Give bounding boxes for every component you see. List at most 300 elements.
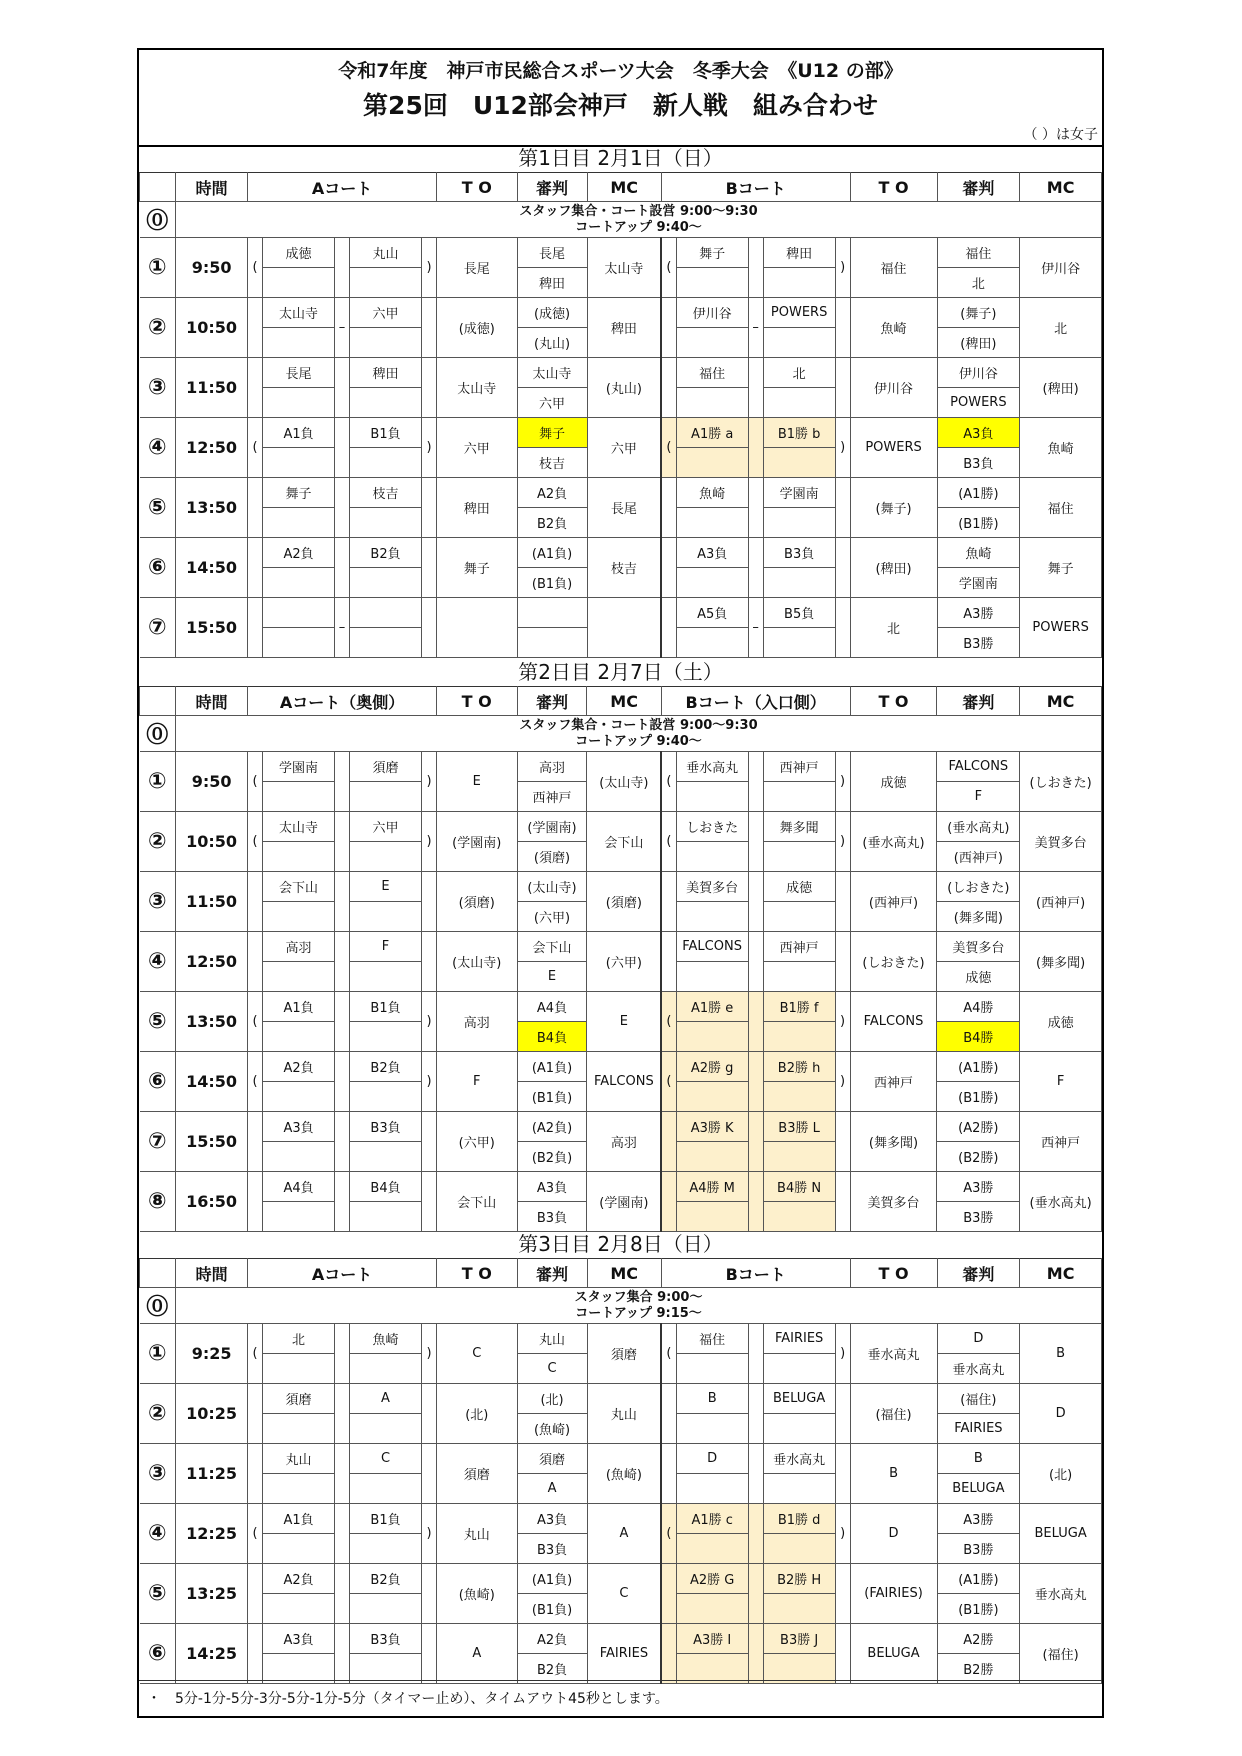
team-a-home-slot — [263, 1534, 335, 1564]
mc-a: FAIRIES — [587, 1624, 661, 1684]
mc-b: D — [1020, 1384, 1102, 1444]
team-a-home-slot — [263, 1354, 335, 1384]
referee-a-2: B4負 — [517, 1022, 587, 1052]
referee-b-1: (福住) — [937, 1384, 1020, 1414]
referee-b-1: 美賀多台 — [937, 932, 1020, 962]
team-b-home-slot — [676, 448, 748, 478]
referee-b-2: (B1勝) — [937, 1594, 1020, 1624]
vs-separator — [335, 1172, 350, 1232]
referee-a-2: 枝吉 — [517, 448, 587, 478]
table-official-b: (垂水高丸) — [850, 812, 937, 872]
team-a-away: E — [349, 872, 421, 902]
referee-b-2: F — [937, 782, 1020, 812]
team-a-home-slot — [263, 1202, 335, 1232]
mc-b: (稗田) — [1020, 358, 1102, 418]
match-time: 13:50 — [176, 992, 248, 1052]
header-mc-a: MC — [587, 173, 661, 202]
referee-a-1: A4負 — [517, 992, 587, 1022]
team-a-home-slot — [263, 568, 335, 598]
team-a-away-slot — [349, 1414, 421, 1444]
mc-b: (福住) — [1020, 1624, 1102, 1684]
table-official-a: 須磨 — [436, 1444, 517, 1504]
header-num — [140, 173, 176, 202]
referee-a-1: A3負 — [517, 1172, 587, 1202]
team-b-away-slot — [763, 782, 835, 812]
team-a-home-slot — [263, 1142, 335, 1172]
team-a-home: 成徳 — [263, 238, 335, 268]
team-b-home-slot — [676, 1654, 748, 1684]
match-time: 9:50 — [176, 238, 248, 298]
paren-close: ) — [422, 752, 437, 812]
vs-separator — [748, 752, 763, 812]
paren-open — [248, 932, 263, 992]
table-official-a: (六甲) — [436, 1112, 517, 1172]
paren-open: ( — [661, 1504, 676, 1564]
staff-schedule — [176, 202, 1102, 238]
table-official-a: 会下山 — [436, 1172, 517, 1232]
referee-b-2: BELUGA — [937, 1474, 1020, 1504]
row-number: ② — [140, 1384, 176, 1444]
match-time: 9:50 — [176, 752, 248, 812]
team-a-home: 太山寺 — [263, 812, 335, 842]
female-note: （ ）は女子 — [1023, 127, 1098, 143]
referee-b-2: 垂水高丸 — [937, 1354, 1020, 1384]
team-b-home: A1勝 a — [676, 418, 748, 448]
paren-close — [835, 1564, 850, 1624]
match-time: 10:50 — [176, 298, 248, 358]
team-a-away-slot — [349, 962, 421, 992]
team-b-home-slot — [676, 1082, 748, 1112]
mc-b: (西神戸) — [1020, 872, 1102, 932]
team-b-away: 稗田 — [763, 238, 835, 268]
table-official-a: 六甲 — [436, 418, 517, 478]
header-to-a: T O — [436, 173, 517, 202]
paren-close: ) — [422, 418, 437, 478]
mc-a: 枝吉 — [587, 538, 661, 598]
table-official-a: (太山寺) — [436, 932, 517, 992]
mc-b: 舞子 — [1020, 538, 1102, 598]
paren-open: ( — [248, 992, 263, 1052]
team-a-away-slot — [349, 388, 421, 418]
referee-a-2: (B1負) — [517, 568, 587, 598]
team-b-away-slot — [763, 1474, 835, 1504]
team-b-home-slot — [676, 902, 748, 932]
team-a-home-slot — [263, 782, 335, 812]
referee-b-2: POWERS — [937, 388, 1020, 418]
vs-separator — [335, 1112, 350, 1172]
team-b-away: B3負 — [763, 538, 835, 568]
team-b-away: 北 — [763, 358, 835, 388]
paren-close — [835, 1384, 850, 1444]
vs-separator — [748, 478, 763, 538]
vs-separator — [748, 992, 763, 1052]
paren-close — [835, 478, 850, 538]
vs-separator — [335, 1324, 350, 1384]
team-a-away-slot — [349, 1474, 421, 1504]
team-a-away: B2負 — [349, 538, 421, 568]
staff-schedule — [176, 716, 1102, 752]
mc-a: 高羽 — [587, 1112, 661, 1172]
referee-a-2: (六甲) — [517, 902, 587, 932]
vs-separator — [335, 1384, 350, 1444]
vs-separator — [748, 418, 763, 478]
team-b-away-slot — [763, 1142, 835, 1172]
schedule-table — [139, 172, 1102, 658]
mc-a: (魚崎) — [587, 1444, 661, 1504]
vs-separator — [335, 358, 350, 418]
team-a-home: A3負 — [263, 1112, 335, 1142]
table-official-b: (西神戸) — [850, 872, 937, 932]
row-number: ④ — [140, 418, 176, 478]
header-court-b: Bコート（入口側） — [661, 687, 850, 716]
team-a-away-slot — [349, 628, 421, 658]
match-time: 16:50 — [176, 1172, 248, 1232]
team-a-home: 舞子 — [263, 478, 335, 508]
mc-a: 会下山 — [587, 812, 661, 872]
team-b-away: 成徳 — [763, 872, 835, 902]
match-time: 10:50 — [176, 812, 248, 872]
team-b-away-slot — [763, 962, 835, 992]
paren-open — [248, 358, 263, 418]
mc-a: C — [587, 1564, 661, 1624]
referee-b-2: (西神戸) — [937, 842, 1020, 872]
team-a-home: A2負 — [263, 1052, 335, 1082]
paren-open: ( — [661, 1052, 676, 1112]
header-mc-b: MC — [1020, 1259, 1102, 1288]
vs-separator — [748, 1504, 763, 1564]
match-time: 12:50 — [176, 932, 248, 992]
team-b-home: A1勝 e — [676, 992, 748, 1022]
paren-open — [248, 872, 263, 932]
header-ref-b: 審判 — [937, 687, 1020, 716]
match-time: 11:50 — [176, 872, 248, 932]
referee-b-2: B3勝 — [937, 1534, 1020, 1564]
table-official-a: 丸山 — [436, 1504, 517, 1564]
team-a-away: 稗田 — [349, 358, 421, 388]
team-a-home: A1負 — [263, 992, 335, 1022]
staff-line: スタッフ集合 9:00～ — [574, 1289, 703, 1305]
referee-b-2: (稗田) — [937, 328, 1020, 358]
mc-b: 美賀多台 — [1020, 812, 1102, 872]
staff-line: スタッフ集合・コート設営 9:00～9:30 — [519, 203, 758, 219]
team-a-away: B1負 — [349, 418, 421, 448]
team-b-away: 西神戸 — [763, 752, 835, 782]
paren-close — [835, 1624, 850, 1684]
table-official-b: (しおきた) — [850, 932, 937, 992]
team-a-home-slot — [263, 962, 335, 992]
referee-a-1: 長尾 — [517, 238, 587, 268]
vs-separator — [748, 872, 763, 932]
team-a-away-slot — [349, 1022, 421, 1052]
mc-b: F — [1020, 1052, 1102, 1112]
paren-open — [248, 1564, 263, 1624]
mc-b: 福住 — [1020, 478, 1102, 538]
mc-a: 稗田 — [587, 298, 661, 358]
referee-b-1: 伊川谷 — [937, 358, 1020, 388]
paren-open — [248, 1172, 263, 1232]
paren-close: ) — [835, 1504, 850, 1564]
mc-a: (須磨) — [587, 872, 661, 932]
schedule-table — [139, 1258, 1102, 1684]
team-a-home-slot — [263, 1594, 335, 1624]
match-time: 15:50 — [176, 598, 248, 658]
mc-b: POWERS — [1020, 598, 1102, 658]
vs-separator — [335, 752, 350, 812]
paren-close — [422, 1624, 437, 1684]
header-mc-b: MC — [1020, 687, 1102, 716]
team-a-home: A1負 — [263, 418, 335, 448]
team-b-home: 舞子 — [676, 238, 748, 268]
table-official-b: 美賀多台 — [850, 1172, 937, 1232]
table-official-b: 成徳 — [850, 752, 937, 812]
referee-a-2: (須磨) — [517, 842, 587, 872]
mc-a: 丸山 — [587, 1384, 661, 1444]
paren-open: ( — [661, 418, 676, 478]
team-b-home-slot — [676, 1594, 748, 1624]
vs-separator — [335, 1624, 350, 1684]
team-a-home-slot — [263, 1474, 335, 1504]
referee-a-1: (成徳) — [517, 298, 587, 328]
team-a-home-slot — [263, 1022, 335, 1052]
vs-separator — [748, 1384, 763, 1444]
paren-open — [661, 1564, 676, 1624]
paren-open — [661, 932, 676, 992]
team-b-away-slot — [763, 1654, 835, 1684]
table-official-b: (FAIRIES) — [850, 1564, 937, 1624]
referee-a-2: (B1負) — [517, 1594, 587, 1624]
vs-separator — [335, 478, 350, 538]
vs-separator: – — [748, 298, 763, 358]
team-a-home-slot — [263, 448, 335, 478]
header-court-a: Aコート — [248, 1259, 437, 1288]
table-official-a: 長尾 — [436, 238, 517, 298]
row-number: ⑥ — [140, 1624, 176, 1684]
row-number: ① — [140, 752, 176, 812]
referee-b-2: 学園南 — [937, 568, 1020, 598]
paren-open — [248, 1112, 263, 1172]
header-to-b: T O — [850, 687, 937, 716]
paren-open: ( — [661, 752, 676, 812]
vs-separator — [748, 1324, 763, 1384]
team-b-home-slot — [676, 1202, 748, 1232]
paren-close: ) — [835, 812, 850, 872]
mc-b: (舞多聞) — [1020, 932, 1102, 992]
paren-open: ( — [248, 1504, 263, 1564]
paren-open: ( — [661, 812, 676, 872]
row-number: ④ — [140, 932, 176, 992]
row-number: ⑦ — [140, 598, 176, 658]
paren-open — [661, 1444, 676, 1504]
team-a-away: B1負 — [349, 992, 421, 1022]
team-a-home: 須磨 — [263, 1384, 335, 1414]
team-b-home-slot — [676, 568, 748, 598]
mc-a: (太山寺) — [587, 752, 661, 812]
team-a-home-slot — [263, 842, 335, 872]
mc-b: (しおきた) — [1020, 752, 1102, 812]
referee-b-2: (B1勝) — [937, 508, 1020, 538]
table-official-a: (北) — [436, 1384, 517, 1444]
header-court-a: Aコート（奥側） — [248, 687, 437, 716]
team-a-away-slot — [349, 568, 421, 598]
mc-a: (六甲) — [587, 932, 661, 992]
vs-separator — [335, 812, 350, 872]
team-a-home-slot — [263, 1082, 335, 1112]
mc-b: 西神戸 — [1020, 1112, 1102, 1172]
row-number: ⓪ — [140, 1288, 176, 1324]
team-b-away: 垂水高丸 — [763, 1444, 835, 1474]
row-number: ① — [140, 1324, 176, 1384]
paren-open — [248, 1624, 263, 1684]
referee-b-2: (B1勝) — [937, 1082, 1020, 1112]
team-a-home: A2負 — [263, 1564, 335, 1594]
paren-close: ) — [835, 418, 850, 478]
mc-b: 垂水高丸 — [1020, 1564, 1102, 1624]
team-a-away-slot — [349, 1594, 421, 1624]
paren-close — [422, 1172, 437, 1232]
day-title: 第2日目 2月7日（土） — [518, 660, 723, 684]
paren-open: ( — [248, 418, 263, 478]
referee-a-2: 西神戸 — [517, 782, 587, 812]
team-a-away: 魚崎 — [349, 1324, 421, 1354]
table-official-b: B — [850, 1444, 937, 1504]
team-b-away-slot — [763, 508, 835, 538]
team-a-away-slot — [349, 842, 421, 872]
paren-close: ) — [422, 1052, 437, 1112]
row-number: ④ — [140, 1504, 176, 1564]
team-b-away-slot — [763, 902, 835, 932]
team-b-home: A3勝 I — [676, 1624, 748, 1654]
row-number: ① — [140, 238, 176, 298]
mc-b: (垂水高丸) — [1020, 1172, 1102, 1232]
team-a-home-slot — [263, 388, 335, 418]
team-a-home-slot — [263, 628, 335, 658]
table-official-b: (稗田) — [850, 538, 937, 598]
vs-separator — [748, 1112, 763, 1172]
team-b-home: B — [676, 1384, 748, 1414]
row-number: ⓪ — [140, 716, 176, 752]
paren-close — [835, 932, 850, 992]
team-a-home: A2負 — [263, 538, 335, 568]
table-official-a: (魚崎) — [436, 1564, 517, 1624]
staff-line: スタッフ集合・コート設営 9:00～9:30 — [519, 717, 758, 733]
referee-a-2: (魚崎) — [517, 1414, 587, 1444]
team-b-home: 垂水高丸 — [676, 752, 748, 782]
staff-line: コートアップ 9:40～ — [575, 733, 702, 749]
day-title: 第3日目 2月8日（日） — [518, 1232, 723, 1256]
mc-b: 伊川谷 — [1020, 238, 1102, 298]
table-official-a: (須磨) — [436, 872, 517, 932]
paren-close: ) — [422, 1504, 437, 1564]
team-a-away-slot — [349, 1534, 421, 1564]
table-official-b: 西神戸 — [850, 1052, 937, 1112]
paren-open: ( — [661, 1324, 676, 1384]
row-number: ⑦ — [140, 1112, 176, 1172]
vs-separator — [748, 1172, 763, 1232]
team-a-home: A1負 — [263, 1504, 335, 1534]
match-time: 15:50 — [176, 1112, 248, 1172]
referee-b-2: 北 — [937, 268, 1020, 298]
paren-open — [248, 538, 263, 598]
mc-b: B — [1020, 1324, 1102, 1384]
table-official-a: A — [436, 1624, 517, 1684]
team-b-away-slot — [763, 388, 835, 418]
row-number: ③ — [140, 358, 176, 418]
referee-a-2: B2負 — [517, 508, 587, 538]
team-a-home-slot — [263, 1654, 335, 1684]
paren-open: ( — [248, 238, 263, 298]
team-b-home-slot — [676, 268, 748, 298]
team-a-home-slot — [263, 328, 335, 358]
header-mc-a: MC — [587, 687, 661, 716]
team-b-home: FALCONS — [676, 932, 748, 962]
mc-a: (学園南) — [587, 1172, 661, 1232]
paren-close — [422, 358, 437, 418]
referee-a-2: (B2負) — [517, 1142, 587, 1172]
team-b-home-slot — [676, 842, 748, 872]
team-b-away-slot — [763, 628, 835, 658]
team-a-away-slot — [349, 1082, 421, 1112]
referee-a-1 — [517, 598, 587, 628]
vs-separator — [335, 992, 350, 1052]
team-a-away: B2負 — [349, 1564, 421, 1594]
row-number: ⑤ — [140, 1564, 176, 1624]
team-a-home: 長尾 — [263, 358, 335, 388]
team-b-away-slot — [763, 1594, 835, 1624]
team-a-away-slot — [349, 1654, 421, 1684]
team-b-away-slot — [763, 1202, 835, 1232]
paren-close — [422, 538, 437, 598]
team-a-away: A — [349, 1384, 421, 1414]
vs-separator — [748, 1444, 763, 1504]
vs-separator — [335, 872, 350, 932]
referee-b-1: B — [937, 1444, 1020, 1474]
referee-a-2: B2負 — [517, 1654, 587, 1684]
referee-b-2: B3負 — [937, 448, 1020, 478]
paren-close: ) — [835, 238, 850, 298]
referee-b-1: 福住 — [937, 238, 1020, 268]
team-b-home-slot — [676, 1354, 748, 1384]
team-a-away-slot — [349, 1142, 421, 1172]
table-official-b: 垂水高丸 — [850, 1324, 937, 1384]
paren-close — [422, 1564, 437, 1624]
vs-separator — [335, 1444, 350, 1504]
row-number: ③ — [140, 872, 176, 932]
team-b-away: 西神戸 — [763, 932, 835, 962]
paren-open: ( — [661, 992, 676, 1052]
row-number: ⑧ — [140, 1172, 176, 1232]
team-b-away: B3勝 L — [763, 1112, 835, 1142]
vs-separator — [335, 1052, 350, 1112]
paren-open — [248, 1384, 263, 1444]
paren-open — [661, 1172, 676, 1232]
match-time: 9:25 — [176, 1324, 248, 1384]
referee-b-2: B3勝 — [937, 1202, 1020, 1232]
team-a-home: A3負 — [263, 1624, 335, 1654]
team-b-away: BELUGA — [763, 1384, 835, 1414]
team-a-away-slot — [349, 1202, 421, 1232]
table-official-b: BELUGA — [850, 1624, 937, 1684]
paren-close — [422, 298, 437, 358]
header-mc-a: MC — [587, 1259, 661, 1288]
team-b-away-slot — [763, 568, 835, 598]
table-official-a: 稗田 — [436, 478, 517, 538]
team-a-away: 六甲 — [349, 812, 421, 842]
table-official-a: C — [436, 1324, 517, 1384]
mc-a: 長尾 — [587, 478, 661, 538]
schedule-table — [139, 686, 1102, 1232]
row-number: ② — [140, 298, 176, 358]
referee-b-2: B2勝 — [937, 1654, 1020, 1684]
